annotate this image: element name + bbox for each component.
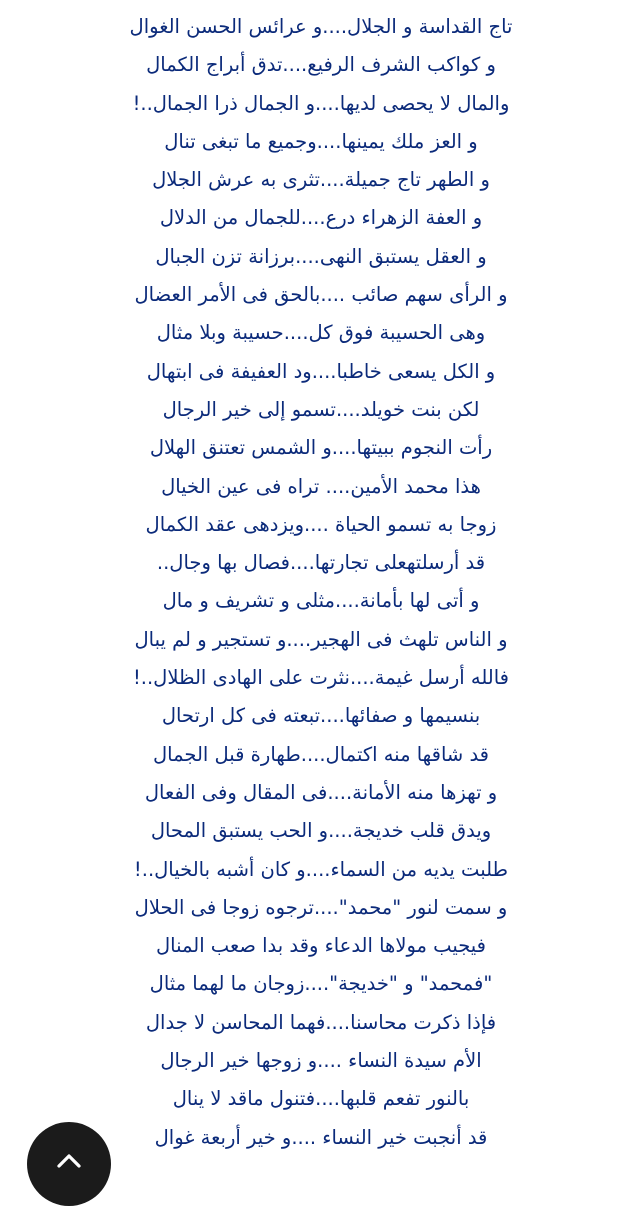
poem-line: فالله أرسل غيمة....نثرت على الهادى الظلال..! [132, 666, 510, 690]
poem-line: زوجا به تسمو الحياة ....ويزدهى عقد الكمال [145, 512, 497, 536]
poem-line: وهى الحسيبة فوق كل....حسيبة وبلا مثال [156, 321, 486, 345]
poem-line: و العز ملك يمينها....وجميع ما تبغى تنال [164, 129, 478, 153]
poem-line: بنسيمها و صفائها....تبعته فى كل ارتحال [161, 704, 481, 728]
poem-line: بالنور تفعم قلبها....فتنول ماقد لا ينال [172, 1087, 470, 1111]
poem-line: و الطهر تاج جميلة....تثرى به عرش الجلال [152, 168, 490, 192]
poem-line: قد شاقها منه اكتمال....طهارة قبل الجمال [152, 742, 489, 766]
poem-line: و أتى لها بأمانة....مثلى و تشريف و مال [162, 589, 480, 613]
poem-line: و كواكب الشرف الرفيع....تدق أبراج الكمال [146, 53, 496, 77]
poem-line: و سمت لنور "محمد"....ترجوه زوجا فى الحلال [134, 895, 508, 919]
poem-line: و العقل يستبق النهى....برزانة تزن الجبال [155, 244, 487, 268]
poem-line: والمال لا يحصى لديها....و الجمال ذرا الجمال..! [132, 91, 510, 115]
poem-line: لكن بنت خويلد....تسمو إلى خير الرجال [162, 397, 480, 421]
poem-line: و الرأى سهم صائب ....بالحق فى الأمر العضال [134, 283, 508, 307]
poem-line: "فمحمد" و "خديجة"....زوجان ما لهما مثال [149, 972, 493, 996]
chevron-up-icon [54, 1146, 84, 1176]
poem-line: و الناس تلهث فى الهجير....و تستجير و لم يبال [134, 627, 508, 651]
poem-line: طلبت يديه من السماء....و كان أشبه بالخيال..! [133, 857, 509, 881]
poem-line: ويدق قلب خديجة....و الحب يستبق المحال [150, 819, 492, 843]
poem-line: رأت النجوم ببيتها....و الشمس تعتنق الهلال [149, 436, 493, 460]
poem-line: قد أرسلتهعلى تجارتها....فصال بها وجال.. [156, 551, 486, 575]
poem-line: فإذا ذكرت محاسنا....فهما المحاسن لا جدال [145, 1010, 497, 1034]
poem-line: و العفة الزهراء درع....للجمال من الدلال [159, 206, 483, 230]
poem-line: الأم سيدة النساء ....و زوجها خير الرجال [160, 1049, 482, 1073]
poem-line: و الكل يسعى خاطبا....ود العفيفة فى ابتهال [146, 359, 496, 383]
poem-line: تاج القداسة و الجلال....و عرائس الحسن الغوال [129, 15, 513, 38]
poem-line: فيجيب مولاها الدعاء وقد بدا صعب المنال [155, 934, 486, 958]
poem-verses [0, 8, 642, 1157]
poem-line: و تهزها منه الأمانة....فى المقال وفى الفعال [144, 780, 498, 804]
scroll-to-top-button[interactable] [27, 1122, 111, 1206]
poem-line: قد أنجبت خير النساء ....و خير أربعة غوال [154, 1125, 488, 1149]
poem-line: هذا محمد الأمين.... تراه فى عين الخيال [161, 474, 481, 498]
